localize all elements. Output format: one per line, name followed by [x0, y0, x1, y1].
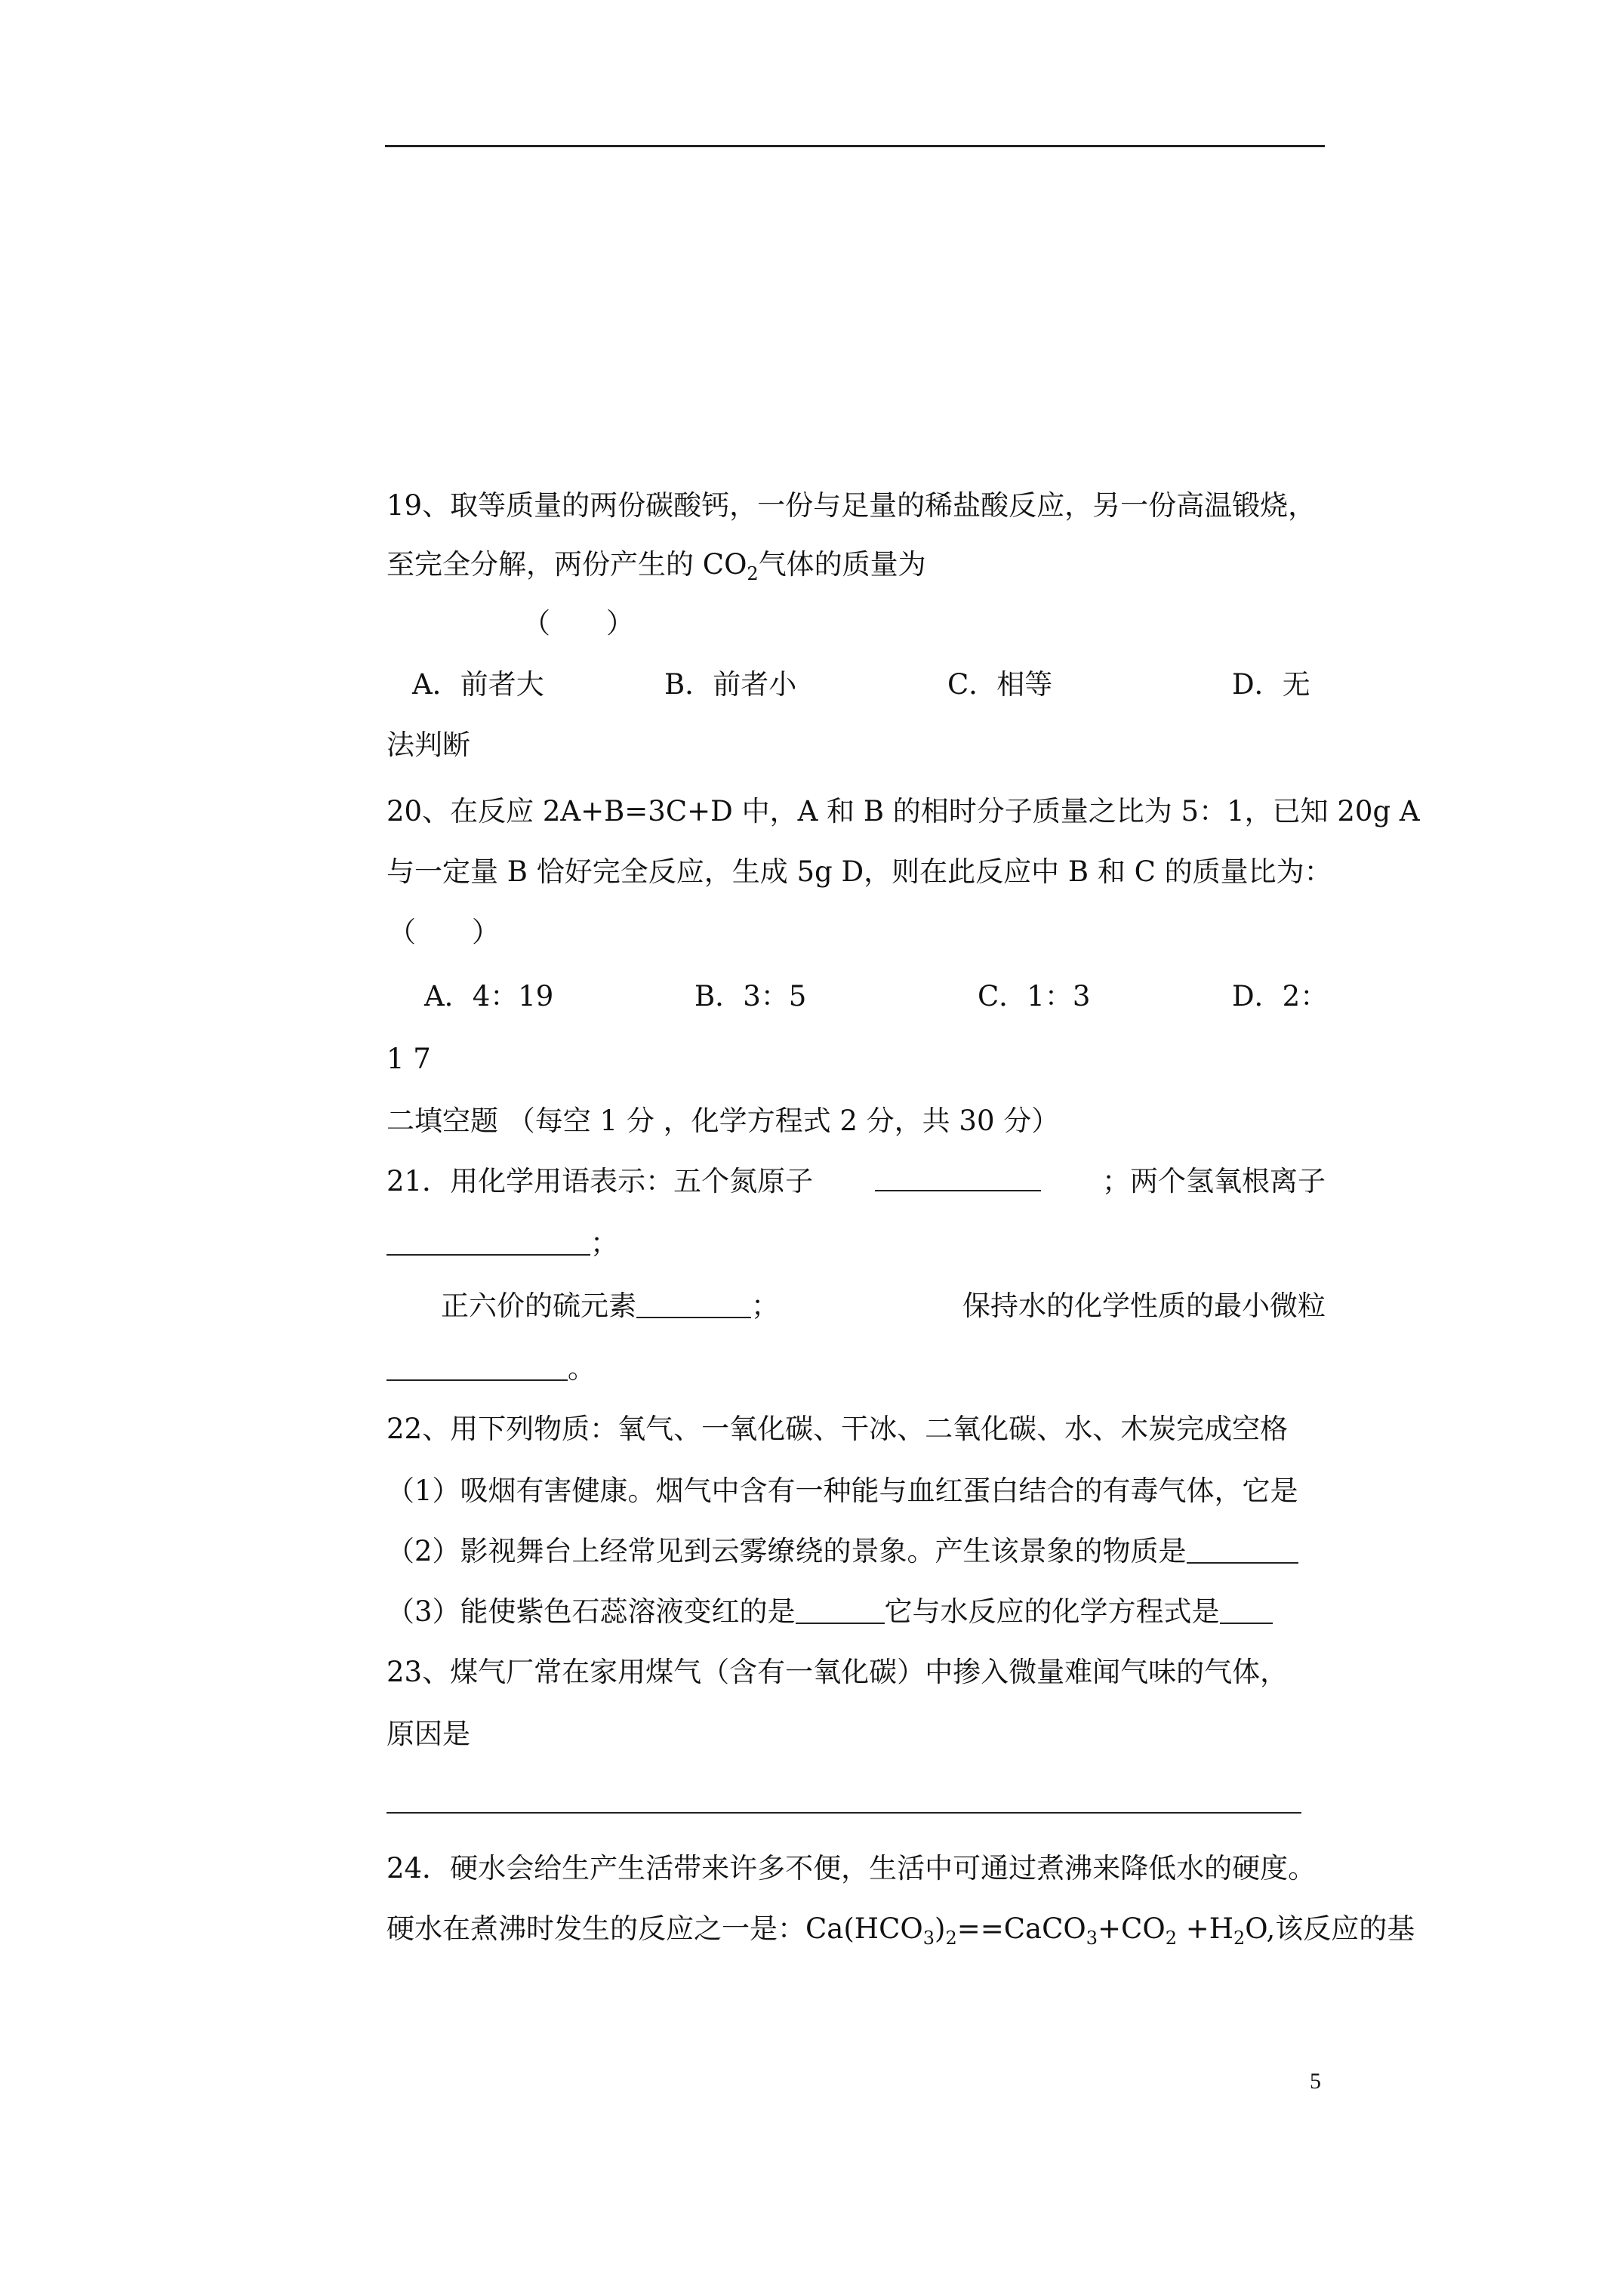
q21-line1: 21．用化学用语表示：五个氮原子 ；两个氢氧根离子	[387, 1163, 1326, 1200]
q22-line1: 22、用下列物质：氧气、一氧化碳、干冰、二氧化碳、水、木炭完成空格	[387, 1413, 1289, 1445]
answer-blank[interactable]	[1187, 1535, 1298, 1564]
q19-option-b: B．前者小	[664, 668, 797, 701]
q24-line2: 硬水在煮沸时发生的反应之一是：$Ca(HCO_3)_2==CaCO_3+CO_2 +H_2O$,该反应的基	[387, 1912, 1415, 1949]
answer-blank[interactable]	[875, 1163, 1041, 1191]
q19-line2: 至完全分解，两份产生的 $CO_2$气体的质量为	[387, 548, 926, 584]
section-heading: 二填空题 （每空 1 分 ，化学方程式 2 分，共 30 分）	[387, 1105, 1060, 1137]
q19-answer-paren: （ ）	[522, 607, 634, 639]
q20-option-d: D．2：	[1232, 980, 1329, 1012]
header-rule	[385, 145, 1325, 147]
q20-option-c: C．1：3	[978, 980, 1091, 1012]
q20-line1: 20、在反应 2A+B=3C+D 中，A 和 B 的相时分子质量之比为 5：1，已知 20g A	[387, 795, 1420, 827]
q22-item3: （3）能使紫色石蕊溶液变红的是 它与水反应的化学方程式是	[387, 1593, 1326, 1631]
q19-option-a: A．前者大	[412, 668, 544, 701]
answer-blank[interactable]	[387, 1352, 568, 1381]
q21-line4: 。	[387, 1350, 1326, 1388]
q20-line2: 与一定量 B 恰好完全反应，生成 5g D，则在此反应中 B 和 C 的质量比为：	[387, 855, 1332, 888]
q20-answer-paren: （ ）	[388, 916, 500, 948]
q22-item2: （2）影视舞台上经常见到云雾缭绕的景象。产生该景象的物质是	[387, 1533, 1326, 1570]
q20-option-b: B．3：5	[694, 980, 807, 1012]
q21-line3: 正六价的硫元素 ； 保持水的化学性质的最小微粒	[441, 1290, 1326, 1322]
q24-line1: 24．硬水会给生产生活带来许多不便，生活中可通过煮沸来降低水的硬度。	[387, 1852, 1317, 1885]
q19-option-d: D．无	[1232, 668, 1310, 701]
answer-blank[interactable]	[636, 1290, 751, 1318]
answer-blank[interactable]	[796, 1595, 885, 1624]
answer-blank[interactable]	[1220, 1595, 1273, 1624]
q20-option-d-cont: 1 7	[387, 1043, 431, 1075]
q21-line2: ；	[387, 1225, 1326, 1262]
q22-item1: （1）吸烟有害健康。烟气中含有一种能与血红蛋白结合的有毒气体，它是	[387, 1475, 1298, 1507]
page-number: 5	[1310, 2069, 1321, 2094]
q23-line2: 原因是	[387, 1718, 470, 1750]
q23-answer-line[interactable]	[387, 1812, 1301, 1814]
answer-blank[interactable]	[387, 1227, 590, 1256]
q23-line1: 23、煤气厂常在家用煤气（含有一氧化碳）中掺入微量难闻气味的气体，	[387, 1656, 1289, 1688]
q19-option-c: C．相等	[947, 668, 1053, 701]
q20-option-a: A．4：19	[424, 980, 554, 1012]
q19-line1: 19、取等质量的两份碳酸钙，一份与足量的稀盐酸反应，另一份高温锻烧，	[387, 489, 1317, 522]
q19-option-d-cont: 法判断	[387, 729, 470, 761]
